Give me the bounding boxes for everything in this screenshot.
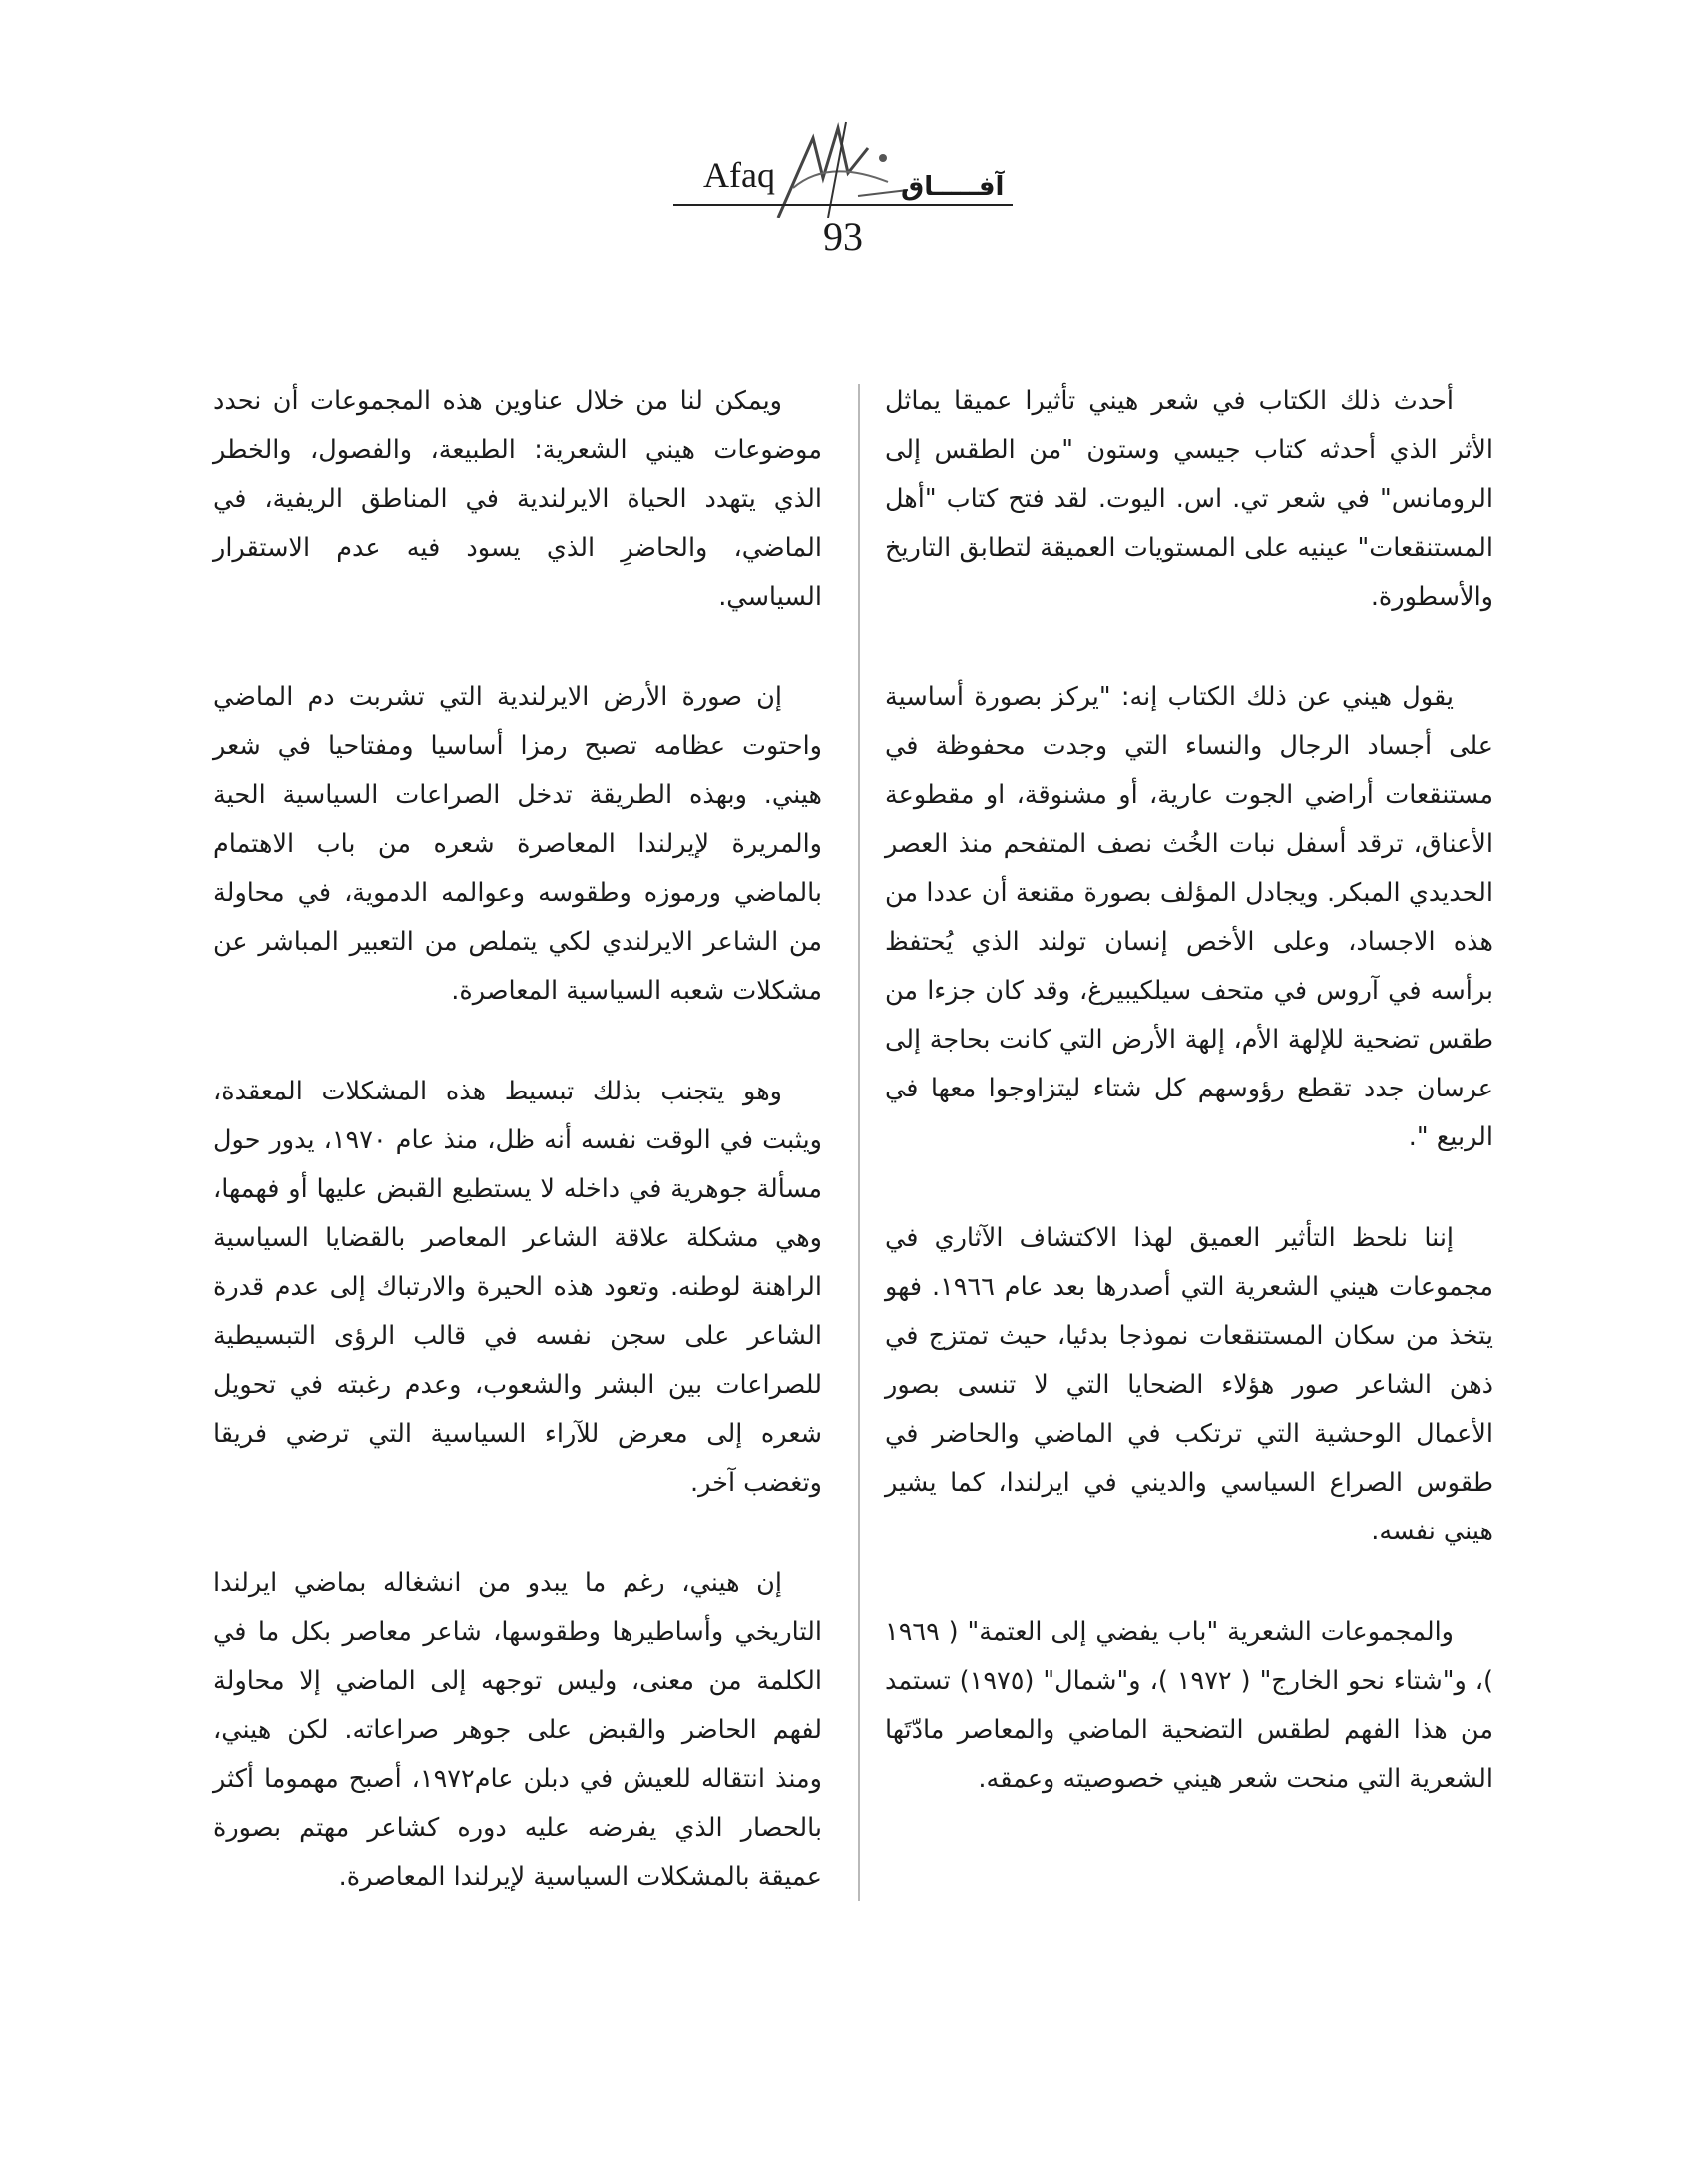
left-column: [213, 377, 822, 1954]
paragraph: وهو يتجنب بذلك تبسيط هذه المشكلات المعقدة، ويثبت في الوقت نفسه أنه ظل، منذ عام ١٩٧٠، يدور حول مسألة جوهرية في داخله لا يستطيع القبض عليها أو فهمها، وهي مشكلة علاقة الشاعر المعاصر بالقضايا السياسية الراهنة لوطنه. وتعود هذه الحيرة والارتباك إلى عدم قدرة الشاعر على سجن نفسه في قالب الرؤى التبسيطية للصراعات بين البشر والشعوب، وعدم رغبته في تحويل شعره إلى معرض للآراء السياسية التي ترضي فريقا وتغضب آخر.: [213, 1077, 822, 1498]
magazine-title-latin: Afaq: [703, 155, 775, 195]
paragraph: أحدث ذلك الكتاب في شعر هيني تأثيرا عميقا يماثل الأثر الذي أحدثه كتاب جيسي وستون "من الطقس إلى الرومانس" في شعر تي. اس. اليوت. لقد فتح كتاب "أهل المستنقعات" عينيه على المستويات العميقة لتطابق التاريخ والأسطورة.: [885, 386, 1493, 612]
page-number: 93: [823, 215, 863, 259]
magazine-title-arabic: آفـــــاق: [901, 172, 1005, 202]
paragraph: إننا نلحظ التأثير العميق لهذا الاكتشاف الآثاري في مجموعات هيني الشعرية التي أصدرها بعد عام ١٩٦٦. فهو يتخذ من سكان المستنقعات نموذجا بدئيا، حيث تمتزج في ذهن الشاعر صور هؤلاء الضحايا التي لا تنسى بصور الأعمال الوحشية التي ترتكب في الماضي والحاضر في طقوس الصراع السياسي والديني في ايرلندا، كما يشير هيني نفسه.: [885, 1223, 1493, 1546]
paragraph: يقول هيني عن ذلك الكتاب إنه: "يركز بصورة أساسية على أجساد الرجال والنساء التي وجدت محفوظة في مستنقعات أراضي الجوت عارية، أو مشنوقة، او مقطوعة الأعناق، ترقد أسفل نبات الخُث نصف المتفحم منذ العصر الحديدي المبكر. ويجادل المؤلف بصورة مقنعة أن عددا من هذه الاجساد، وعلى الأخص إنسان تولند الذي يُحتفظ برأسه في آروس في متحف سيلكيبيرغ، وقد كان جزءا من طقس تضحية للإلهة الأم، إلهة الأرض التي كانت بحاجة إلى عرسان جدد تقطع رؤوسهم كل شتاء ليتزاوجوا معها في الربيع ".: [885, 682, 1493, 1152]
paragraph: والمجموعات الشعرية "باب يفضي إلى العتمة" ( ١٩٦٩ )، و"شتاء نحو الخارج" ( ١٩٧٢ )، و"شمال" (١٩٧٥) تستمد من هذا الفهم لطقس التضحية الماضي والمعاصر مادّتَها الشعرية التي منحت شعر هيني خصوصيته وعمقه.: [885, 1617, 1493, 1794]
header-rule: [673, 204, 1013, 206]
magazine-logo: [768, 118, 918, 227]
column-divider: [858, 384, 860, 1901]
right-column: [885, 377, 1493, 1856]
paragraph: إن هيني، رغم ما يبدو من انشغاله بماضي ايرلندا التاريخي وأساطيرها وطقوسها، شاعر معاصر بكل ما في الكلمة من معنى، وليس توجهه إلى الماضي إلا محاولة لفهم الحاضر والقبض على جوهر صراعاته. لكن هيني، ومنذ انتقاله للعيش في دبلن عام١٩٧٢، أصبح مهموما أكثر بالحصار الذي يفرضه عليه دوره كشاعر مهتم بصورة عميقة بالمشكلات السياسية لإيرلندا المعاصرة.: [213, 1568, 822, 1892]
page-header: [673, 118, 1013, 259]
paragraph: ويمكن لنا من خلال عناوين هذه المجموعات أن نحدد موضوعات هيني الشعرية: الطبيعة، والفصول، والخطر الذي يتهدد الحياة الايرلندية في المناطق الريفية، في الماضي، والحاضرِ الذي يسود فيه عدم الاستقرار السياسي.: [213, 386, 822, 612]
paragraph: إن صورة الأرض الايرلندية التي تشربت دم الماضي واحتوت عظامه تصبح رمزا أساسيا ومفتاحيا في شعر هيني. وبهذه الطريقة تدخل الصراعات السياسية الحية والمريرة لإيرلندا المعاصرة شعره من باب الاهتمام بالماضي ورموزه وطقوسه وعوالمه الدموية، في محاولة من الشاعر الايرلندي لكي يتملص من التعبير المباشر عن مشكلات شعبه السياسية المعاصرة.: [213, 682, 822, 1006]
